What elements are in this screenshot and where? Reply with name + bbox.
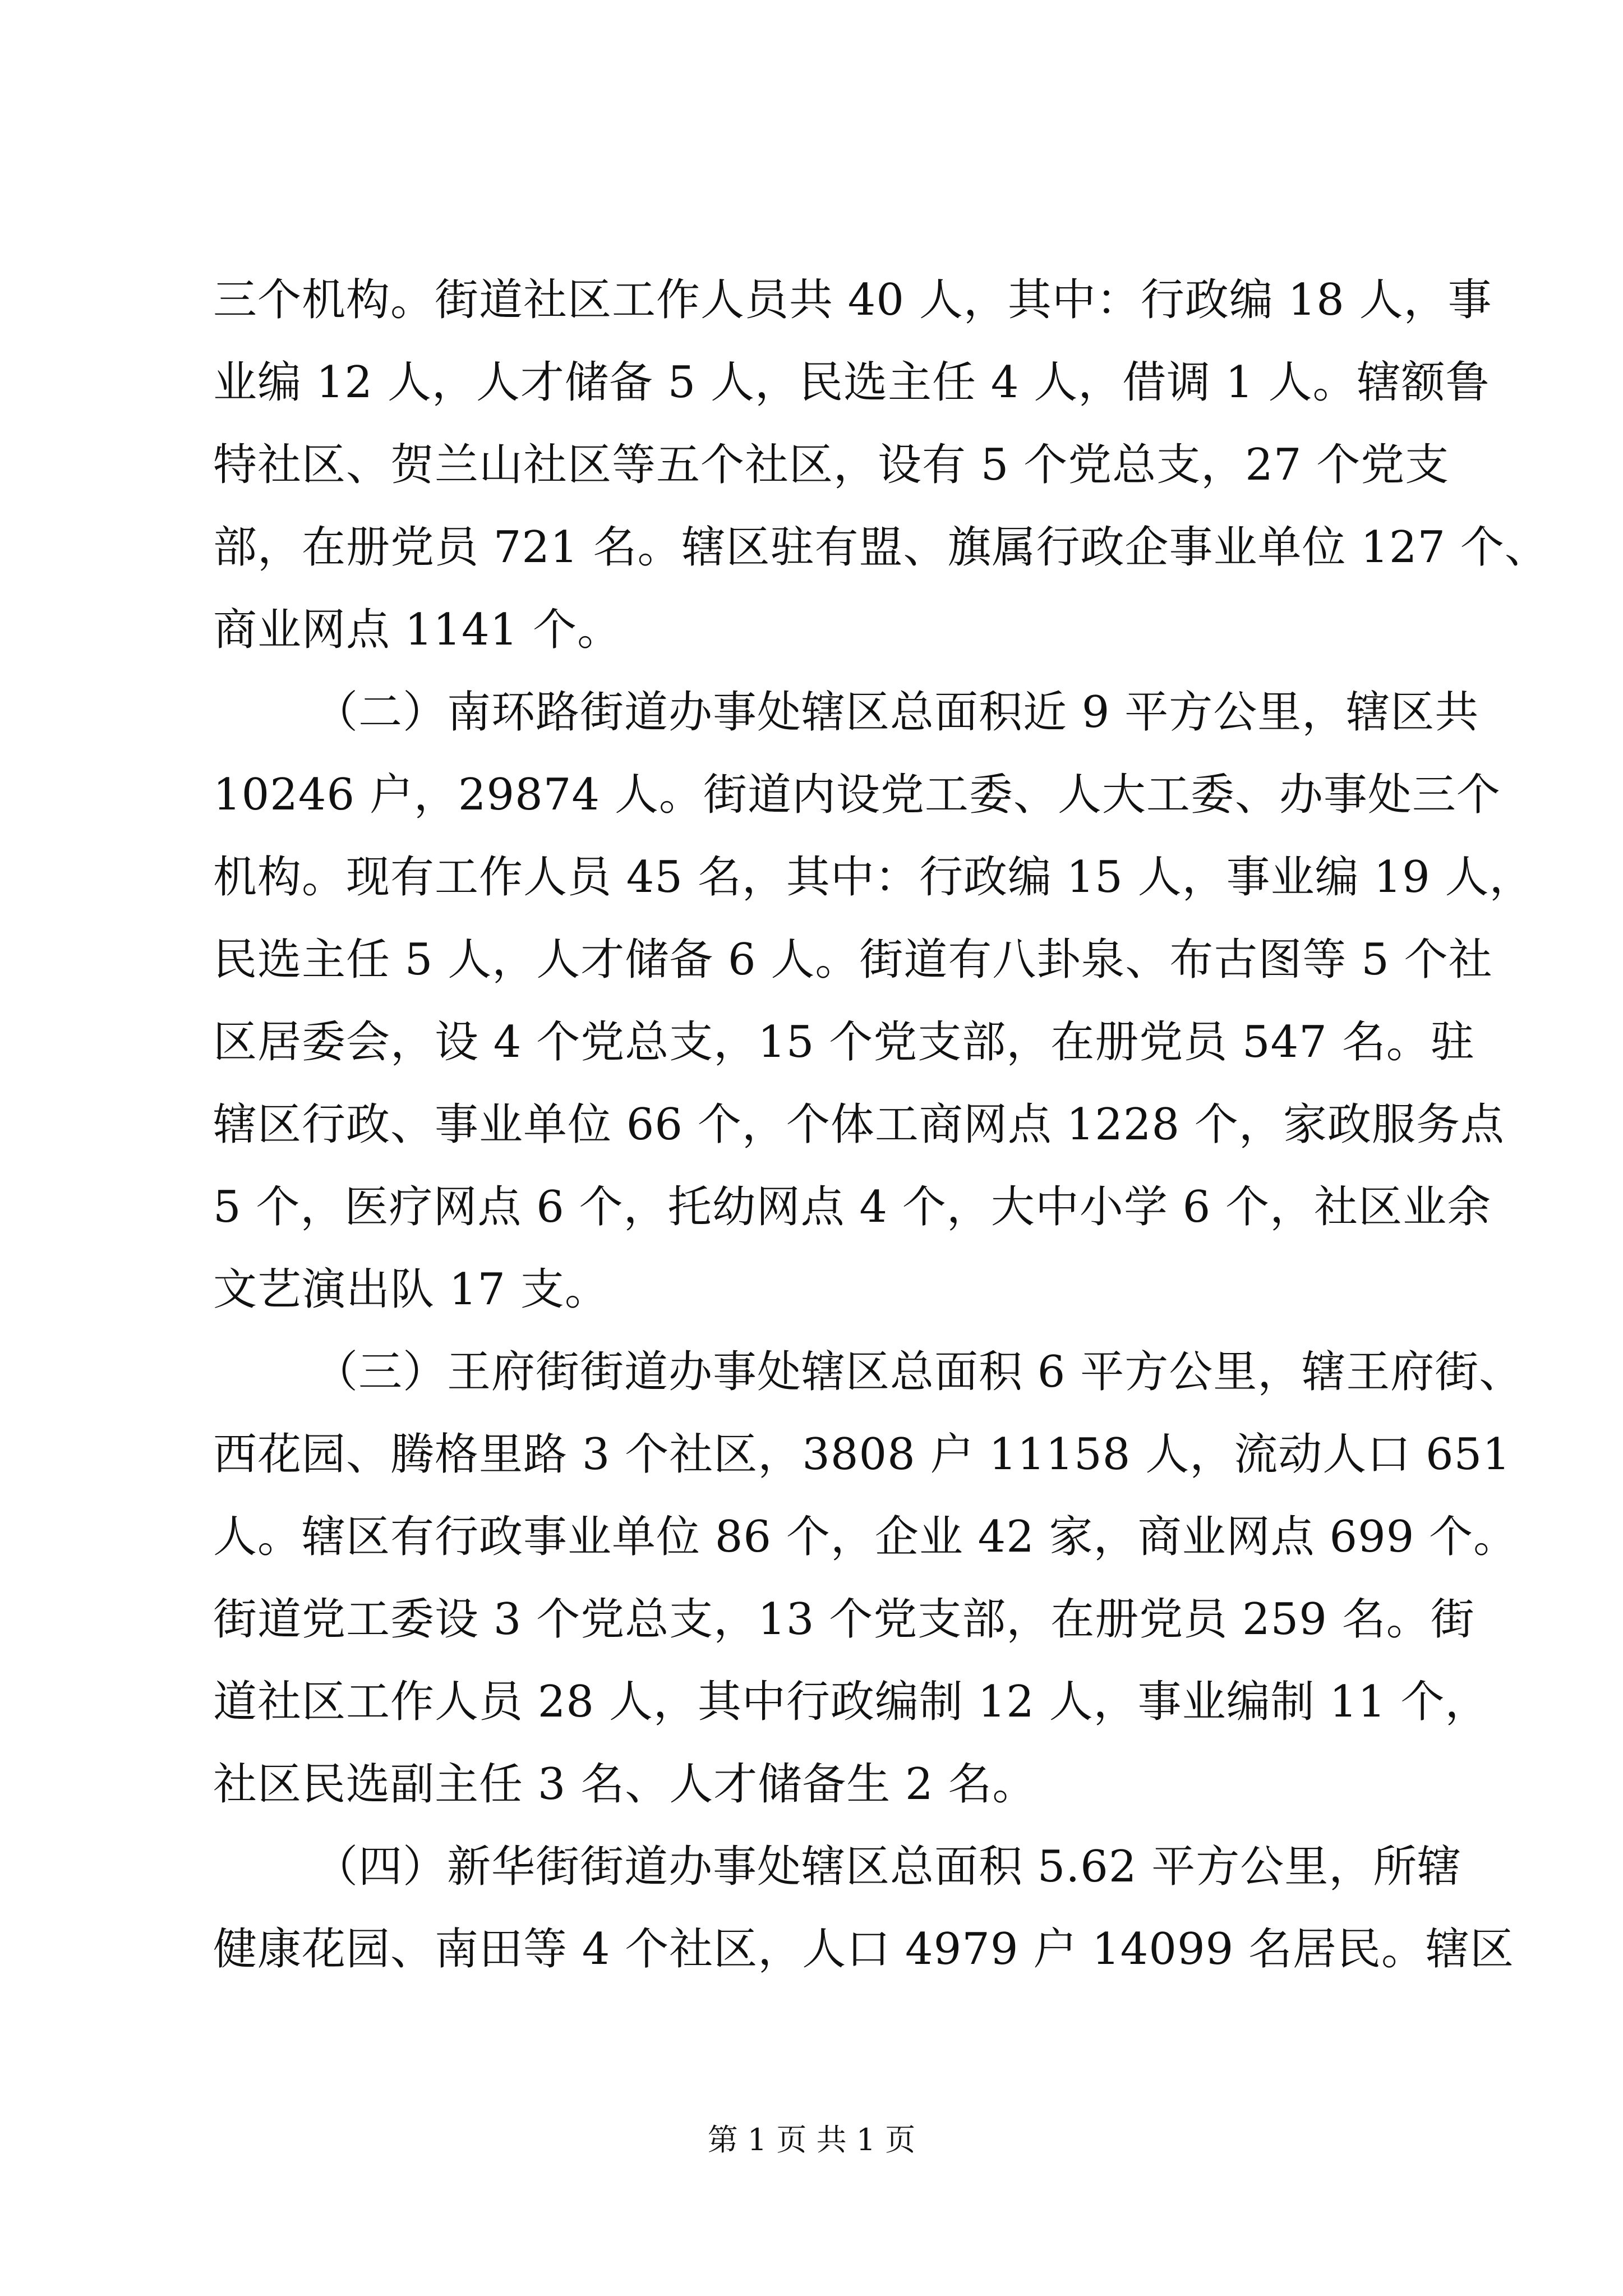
paragraph-first-line: （三）王府街街道办事处辖区总面积 6 平方公里，辖王府街、 [314,1347,1524,1397]
text-line: 辖区行政、事业单位 66 个，个体工商网点 1228 个，家政服务点 [213,1099,1505,1150]
text-line: 商业网点 1141 个。 [213,605,622,655]
text-line: 机构。现有工作人员 45 名，其中：行政编 15 人，事业编 19 人， [213,852,1534,903]
text-line: 区居委会，设 4 个党总支，15 个党支部，在册党员 547 名。驻 [213,1017,1475,1068]
text-line: 三个机构。街道社区工作人员共 40 人，其中：行政编 18 人，事 [213,275,1492,325]
text-line: 街道党工委设 3 个党总支，13 个党支部，在册党员 259 名。街 [213,1594,1475,1645]
text-line: 人。辖区有行政事业单位 86 个，企业 42 家，商业网点 699 个。 [213,1512,1518,1562]
text-line: 社区民选副主任 3 名、人才储备生 2 名。 [213,1759,1037,1810]
text-line: 西花园、腾格里路 3 个社区，3808 户 11158 人，流动人口 651 [213,1429,1511,1480]
text-line: 部，在册党员 721 名。辖区驻有盟、旗属行政企事业单位 127 个、 [213,522,1549,573]
text-line: 文艺演出队 17 支。 [213,1264,609,1315]
page-footer: 第 1 页 共 1 页 [707,2122,916,2157]
text-line: 特社区、贺兰山社区等五个社区，设有 5 个党总支，27 个党支 [213,440,1450,490]
text-line: 业编 12 人，人才储备 5 人，民选主任 4 人，借调 1 人。辖额鲁 [213,357,1490,408]
text-line: 道社区工作人员 28 人，其中行政编制 12 人，事业编制 11 个， [213,1677,1490,1727]
paragraph-first-line: （四）新华街街道办事处辖区总面积 5.62 平方公里，所辖 [314,1842,1462,1892]
text-line: 10246 户，29874 人。街道内设党工委、人大工委、办事处三个 [213,770,1501,820]
text-line: 民选主任 5 人，人才储备 6 人。街道有八卦泉、布古图等 5 个社 [213,935,1493,985]
paragraph-first-line: （二）南环路街道办事处辖区总面积近 9 平方公里，辖区共 [314,687,1479,738]
text-line: 健康花园、南田等 4 个社区，人口 4979 户 14099 名居民。辖区 [213,1924,1515,1975]
text-line: 5 个，医疗网点 6 个，托幼网点 4 个，大中小学 6 个，社区业余 [213,1182,1492,1232]
